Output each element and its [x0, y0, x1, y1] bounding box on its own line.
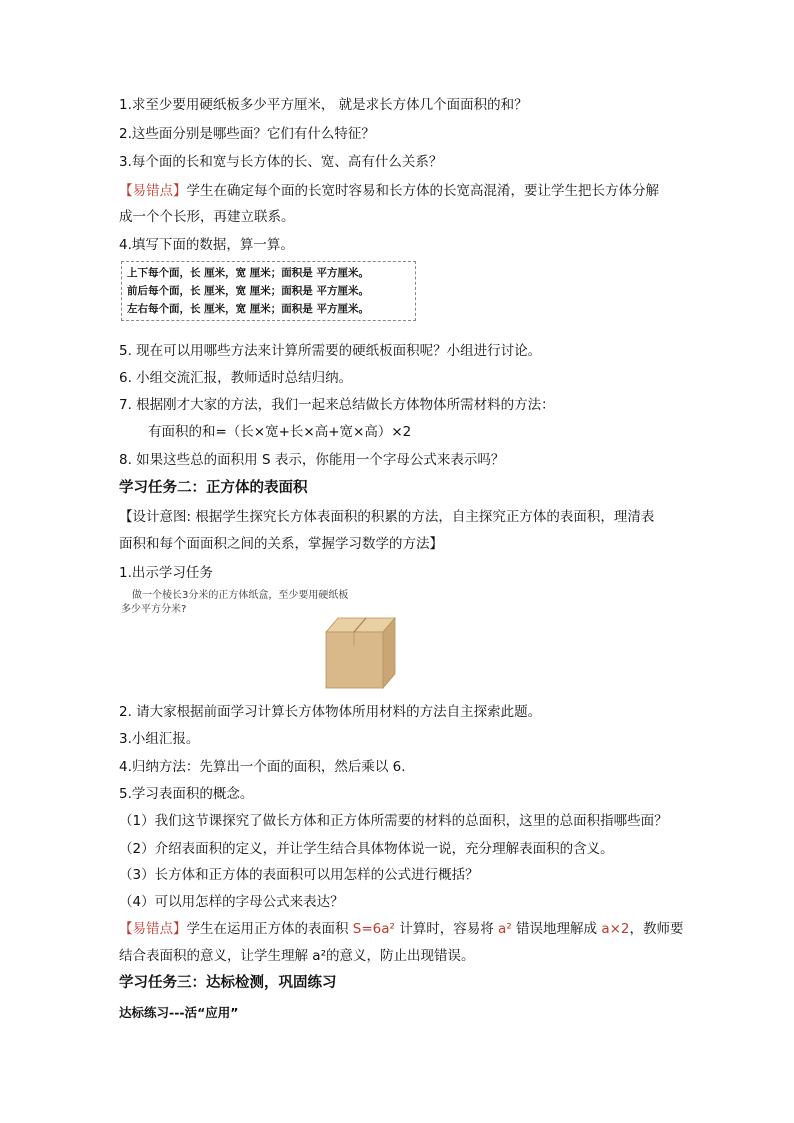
question-3: 3.每个面的长和宽与长方体的长、宽、高有什么关系？	[119, 154, 443, 170]
a-squared: a²	[498, 921, 512, 937]
question-1: 1.求至少要用硬纸板多少平方厘米， 就是求长方体几个面面积的和？	[119, 97, 528, 113]
a-times-2: a×2	[601, 921, 630, 937]
task-step-1: 1.出示学习任务	[119, 565, 213, 581]
task-step-3: 3.小组汇报。	[119, 731, 200, 747]
task-3-heading: 学习任务三：达标检测，巩固练习	[119, 975, 337, 991]
sub-question-1: （1）我们这节课探究了做长方体和正方体所需要的材料的总面积，这里的总面积指哪些面？	[119, 813, 668, 829]
question-6: 6. 小组交流汇报，教师适时总结归纳。	[119, 370, 353, 386]
question-5: 5. 现在可以用哪些方法来计算所需要的硬纸板面积呢？小组进行讨论。	[119, 343, 542, 359]
sub-question-3: （3）长方体和正方体的表面积可以用怎样的公式进行概括？	[119, 867, 479, 883]
error-point-2-cont: 结合表面积的意义，让学生理解 a²的意义，防止出现错误。	[119, 948, 475, 964]
error-text-2c: 错误地理解成	[511, 921, 602, 937]
practice-heading: 达标练习---活“应用”	[119, 1005, 239, 1020]
design-intent-cont: 面积和每个面面积之间的关系，掌握学习数学的方法】	[119, 536, 443, 552]
question-2: 2.这些面分别是哪些面？它们有什么特征？	[119, 126, 375, 142]
fill-row-front-back: 前后每个面，长 厘米，宽 厘米；面积是 平方厘米。	[127, 285, 369, 297]
fill-table	[121, 261, 416, 321]
sub-question-4: （4）可以用怎样的字母公式来表达？	[119, 894, 344, 910]
error-point-2	[119, 919, 684, 939]
cardboard-box-image	[324, 616, 398, 690]
task-step-2: 2. 请大家根据前面学习计算长方体物体所用材料的方法自主探索此题。	[119, 704, 542, 720]
error-text-2a: 学生在运用正方体的表面积	[186, 921, 353, 937]
error-point-1	[119, 181, 659, 201]
error-label: 【易错点】	[119, 183, 187, 199]
fill-row-left-right: 左右每个面，长 厘米，宽 厘米；面积是 平方厘米。	[127, 303, 369, 315]
problem-text-1: 做一个棱长3分米的正方体纸盒，至少要用硬纸板	[132, 590, 349, 601]
task-2-heading: 学习任务二：正方体的表面积	[119, 480, 308, 496]
error-text: 学生在确定每个面的长宽时容易和长方体的长宽高混淆，要让学生把长方体分解	[186, 183, 659, 199]
error-label-2: 【易错点】	[119, 921, 187, 937]
error-text-2b: 计算时，容易将	[394, 921, 499, 937]
error-point-1-cont: 成一个个长形，再建立联系。	[119, 209, 295, 225]
fill-row-top-bottom: 上下每个面，长 厘米，宽 厘米；面积是 平方厘米。	[127, 267, 369, 279]
task-step-4: 4.归纳方法：先算出一个面的面积，然后乘以 6.	[119, 759, 406, 775]
question-7: 7. 根据刚才大家的方法，我们一起来总结做长方体物体所需材料的方法：	[119, 397, 555, 413]
box-front-face	[326, 632, 383, 688]
task-step-5: 5.学习表面积的概念。	[119, 786, 254, 802]
problem-text-2: 多少平方分米?	[121, 604, 187, 615]
formula-s6a2: S=6a²	[352, 921, 395, 937]
question-8: 8. 如果这些总的面积用 S 表示，你能用一个字母公式来表示吗？	[119, 452, 505, 468]
formula: 有面积的和=（长×宽+长×高+宽×高）×2	[148, 424, 412, 440]
error-text-2d: ，教师要	[629, 921, 684, 937]
design-intent: 【设计意图: 根据学生探究长方体表面积的积累的方法，自主探究正方体的表面积，理清表	[119, 509, 655, 525]
question-4: 4.填写下面的数据，算一算。	[119, 237, 294, 253]
sub-question-2: （2）介绍表面积的定义，并让学生结合具体物体说一说，充分理解表面积的含义。	[119, 841, 614, 857]
